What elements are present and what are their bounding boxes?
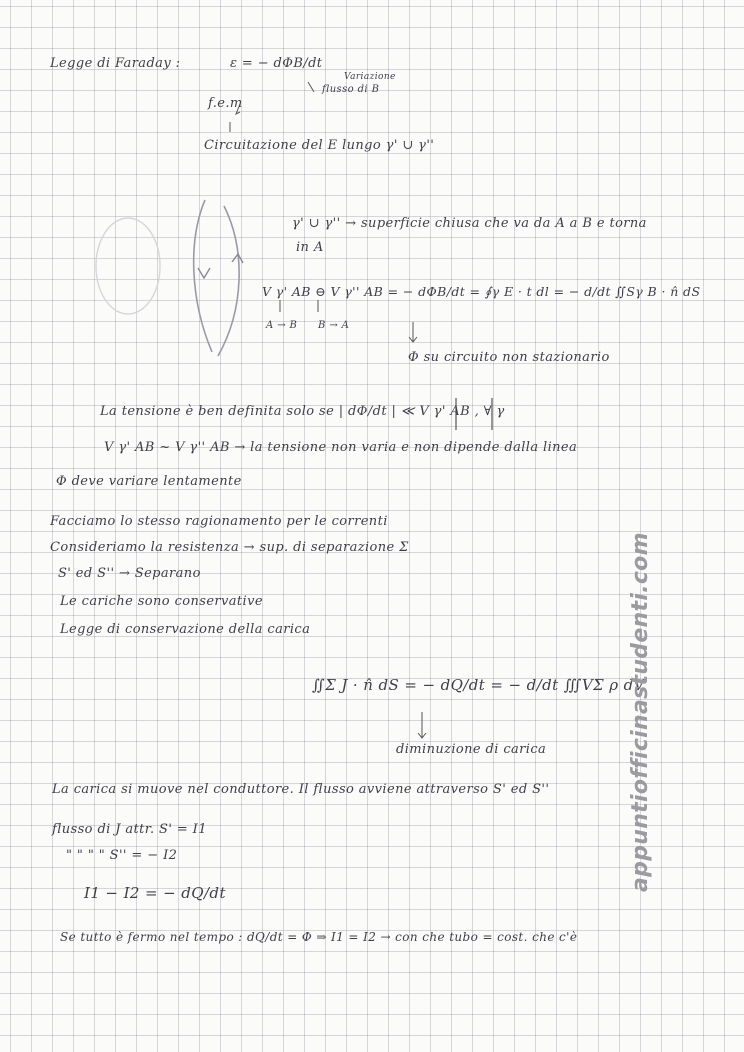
voltage-circulation-equation: V γ' AB ⊖ V γ'' AB = − dΦB/dt = ∮γ E · t dl = − d/dt ∬Sγ B · n̂ dS [262, 284, 701, 299]
path-a-to-b: A → B [266, 320, 298, 331]
site-watermark: appuntiofficinastudenti.com [628, 532, 653, 892]
slow-variation-line: Φ deve variare lentamente [56, 474, 242, 489]
voltage-definition-line: La tensione è ben definita solo se | dΦ/dt | ≪ V γ' AB , ∀ γ [100, 404, 505, 419]
path-b-to-a: B → A [318, 320, 350, 331]
currents-reasoning-line: Facciamo lo stesso ragionamento per le correnti [50, 514, 388, 529]
conservative-charges-line: Le cariche sono conservative [60, 594, 263, 609]
resistance-line: Consideriamo la resistenza → sup. di separazione Σ [50, 540, 409, 555]
flux-note: flusso di B [322, 84, 380, 95]
flux-s1-line: flusso di J attr. S' = I1 [52, 822, 207, 837]
fem-label: f.e.m [208, 96, 243, 111]
circulation-line: Circuitazione del E lungo γ' ∪ γ'' [204, 138, 435, 153]
charge-conservation-title: Legge di conservazione della carica [60, 622, 311, 637]
closed-surface-line-cont: in A [296, 240, 324, 255]
charge-flow-line: La carica si muove nel conduttore. Il flusso avviene attraverso S' ed S'' [52, 782, 550, 797]
faraday-law-title: Legge di Faraday : [50, 56, 181, 71]
charge-decrease-note: diminuzione di carica [396, 742, 547, 757]
current-balance-equation: I1 − I2 = − dQ/dt [84, 884, 226, 902]
separate-surfaces-line: S' ed S'' → Separano [58, 566, 201, 581]
stationary-conclusion-line: Se tutto è fermo nel tempo : dQ/dt = Φ ⇒ I1 = I2 → con che tubo = cost. che c'è [60, 930, 578, 944]
voltage-independence-line: V γ' AB ~ V γ'' AB → la tensione non varia e non dipende dalla linea [104, 440, 578, 455]
faraday-law-equation: ε = − dΦB/dt [230, 56, 323, 71]
flux-s2-line: " " " " S'' = − I2 [66, 848, 178, 863]
non-stationary-note: Φ su circuito non stazionario [408, 350, 610, 365]
variation-note: Variazione [344, 72, 396, 82]
charge-conservation-equation: ∬Σ J · n̂ dS = − dQ/dt = − d/dt ∭VΣ ρ dV [312, 676, 645, 694]
closed-surface-line: γ' ∪ γ'' → superficie chiusa che va da A a B e torna [292, 216, 647, 231]
